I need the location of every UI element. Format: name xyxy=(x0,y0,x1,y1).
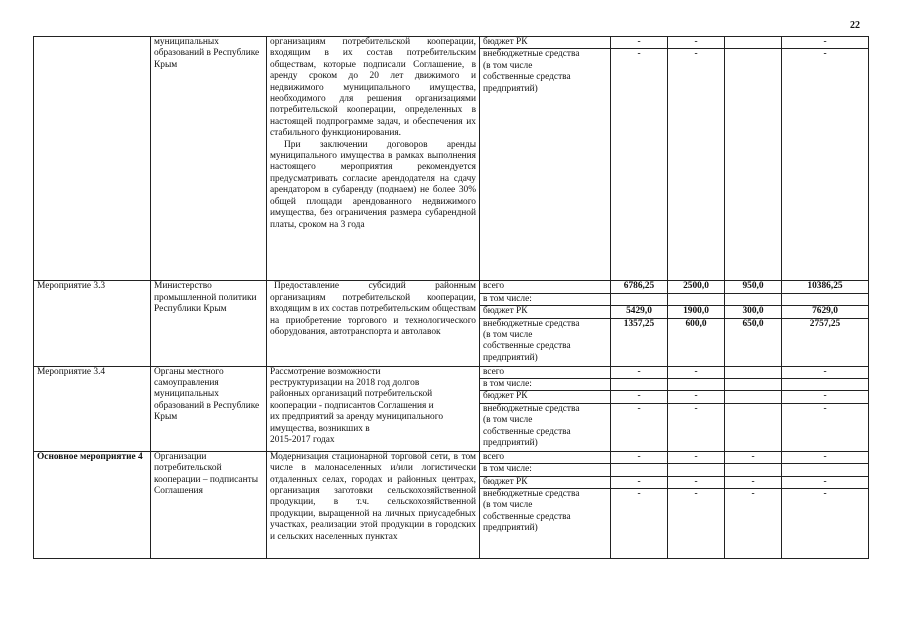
responsible-cell: Организации потребительской кооперации – подписанты Соглашения xyxy=(151,451,267,558)
source-label-cell: бюджет РК xyxy=(480,306,611,318)
value-cell: 2757,25 xyxy=(782,318,869,366)
value-cell xyxy=(782,464,869,476)
source-label-cell: всего xyxy=(480,451,611,463)
responsible-cell: муниципальных образований в Республике Крым xyxy=(151,37,267,281)
value-cell: 2500,0 xyxy=(668,281,725,293)
value-cell: 5429,0 xyxy=(611,306,668,318)
value-cell: - xyxy=(611,49,668,281)
source-label-cell: бюджет РК xyxy=(480,37,611,49)
value-cell: - xyxy=(782,403,869,451)
value-cell xyxy=(725,49,782,281)
source-label-line: собственные средства xyxy=(483,72,571,83)
value-cell xyxy=(725,391,782,403)
page-number: 22 xyxy=(850,20,860,31)
value-cell xyxy=(725,366,782,378)
value-cell: - xyxy=(611,451,668,463)
value-cell: - xyxy=(725,476,782,488)
value-cell xyxy=(725,403,782,451)
source-label-line: собственные средства xyxy=(483,511,571,522)
measure-text-line: имущества, возникших в xyxy=(270,423,370,434)
measure-text-cell xyxy=(267,37,480,281)
value-cell: - xyxy=(611,366,668,378)
responsible-cell: Министерство промышленной политики Республики Крым xyxy=(151,281,267,366)
value-cell xyxy=(725,37,782,49)
value-cell: - xyxy=(782,451,869,463)
value-cell: 7629,0 xyxy=(782,306,869,318)
measure-name-cell xyxy=(34,37,151,281)
program-table xyxy=(33,36,869,559)
source-label-line: (в том числе xyxy=(483,60,533,71)
responsible-cell: Органы местного самоуправления муниципальных образований в Республике Крым xyxy=(151,366,267,451)
source-label-cell xyxy=(480,403,611,451)
measure-text-cell: Предоставление субсидий районным организациям потребительской кооперации, входящим в их состав потребительским обществам на приобретение торгового и технологического оборудования, автотранспорта и автолавок xyxy=(267,281,480,366)
value-cell xyxy=(782,293,869,305)
measure-text-paragraph: При заключении договоров аренды муниципального имущества в рамках выполнения настоящего мероприятия рекомендуется предусматривать согласие арендодателя на сдачу арендатором в субаренду (поднаем) не более 30% общей площади арендованного недвижимого имущества, без ограничения размера субарендной платы, сроком на 3 года xyxy=(270,139,476,230)
value-cell: - xyxy=(611,476,668,488)
value-cell xyxy=(725,293,782,305)
source-label-cell xyxy=(480,49,611,281)
source-label-line: (в том числе xyxy=(483,330,533,341)
value-cell: - xyxy=(725,489,782,559)
value-cell: - xyxy=(668,37,725,49)
measure-text-line: районных организаций потребительской xyxy=(270,389,433,400)
value-cell: - xyxy=(725,451,782,463)
source-label-cell xyxy=(480,318,611,366)
source-label-cell: всего xyxy=(480,281,611,293)
value-cell xyxy=(611,464,668,476)
source-label-line: внебюджетные средства xyxy=(483,403,580,414)
source-label-cell: всего xyxy=(480,366,611,378)
value-cell: 10386,25 xyxy=(782,281,869,293)
measure-text-line: Рассмотрение возможности xyxy=(270,366,381,377)
source-label-line: внебюджетные средства xyxy=(483,318,580,329)
value-cell: - xyxy=(611,391,668,403)
value-cell: - xyxy=(668,451,725,463)
table-row xyxy=(34,366,869,378)
value-cell: 300,0 xyxy=(725,306,782,318)
value-cell: - xyxy=(611,37,668,49)
value-cell: - xyxy=(668,366,725,378)
value-cell: - xyxy=(611,403,668,451)
source-label-line: собственные средства xyxy=(483,426,571,437)
source-label-line: (в том числе xyxy=(483,415,533,426)
value-cell: - xyxy=(668,489,725,559)
value-cell: - xyxy=(668,391,725,403)
source-label-line: предприятий) xyxy=(483,83,538,94)
measure-text-line: реструктуризации на 2018 год долгов xyxy=(270,378,420,389)
value-cell: - xyxy=(611,489,668,559)
value-cell: 650,0 xyxy=(725,318,782,366)
source-label-line: (в том числе xyxy=(483,500,533,511)
source-label-cell: бюджет РК xyxy=(480,476,611,488)
source-label-line: предприятий) xyxy=(483,438,538,449)
source-label-line: внебюджетные средства xyxy=(483,49,580,60)
measure-text-line: кооперации - подписантов Соглашения и xyxy=(270,400,434,411)
source-label-line: предприятий) xyxy=(483,352,538,363)
table-row xyxy=(34,37,869,49)
source-label-line: внебюджетные средства xyxy=(483,489,580,500)
value-cell: 1357,25 xyxy=(611,318,668,366)
measure-name-cell: Основное мероприятие 4 xyxy=(34,451,151,558)
measure-text-line: 2015-2017 годах xyxy=(270,435,335,446)
source-label-cell: бюджет РК xyxy=(480,391,611,403)
value-cell: - xyxy=(782,366,869,378)
measure-text-cell: Модернизация стационарной торговой сети, в том числе в малонаселенных и/или логистически отдаленных селах, городах и районных центрах, организация заготовки сельскохозяйственной продукции, в т.ч. сельскохозяйственной продукции, выращенной на личных приусадебных участках, реализации этой продукции в городских и сельских населенных пунктах xyxy=(267,451,480,558)
value-cell xyxy=(725,464,782,476)
value-cell: - xyxy=(668,403,725,451)
value-cell xyxy=(782,379,869,391)
value-cell xyxy=(668,379,725,391)
measure-text-cell xyxy=(267,366,480,451)
source-label-cell: в том числе: xyxy=(480,293,611,305)
source-label-cell: в том числе: xyxy=(480,464,611,476)
value-cell: - xyxy=(782,49,869,281)
measure-name-cell: Мероприятие 3.3 xyxy=(34,281,151,366)
value-cell: 1900,0 xyxy=(668,306,725,318)
value-cell: - xyxy=(782,391,869,403)
value-cell xyxy=(611,379,668,391)
value-cell: - xyxy=(782,476,869,488)
value-cell: 6786,25 xyxy=(611,281,668,293)
table-row xyxy=(34,451,869,463)
value-cell: - xyxy=(782,37,869,49)
source-label-cell: в том числе: xyxy=(480,379,611,391)
value-cell xyxy=(725,379,782,391)
measure-text-line: их предприятий за аренду муниципального xyxy=(270,412,444,423)
table-row xyxy=(34,281,869,293)
value-cell: - xyxy=(782,489,869,559)
measure-name-cell: Мероприятие 3.4 xyxy=(34,366,151,451)
value-cell: 950,0 xyxy=(725,281,782,293)
source-label-line: собственные средства xyxy=(483,341,571,352)
source-label-line: предприятий) xyxy=(483,523,538,534)
value-cell xyxy=(668,464,725,476)
value-cell xyxy=(668,293,725,305)
value-cell: - xyxy=(668,49,725,281)
measure-text-paragraph: организациям потребительской кооперации, входящим в их состав потребительским обществам, которые подписали Соглашение, в аренду сроком до 20 лет движимого и недвижимого муниципального имущества, необходимого для решения организациями потребительской кооперации, определенных в настоящей подпрограмме задач, и обеспечения их стабильного функционирования. xyxy=(270,37,476,139)
value-cell: 600,0 xyxy=(668,318,725,366)
source-label-cell xyxy=(480,489,611,559)
value-cell xyxy=(611,293,668,305)
value-cell: - xyxy=(668,476,725,488)
